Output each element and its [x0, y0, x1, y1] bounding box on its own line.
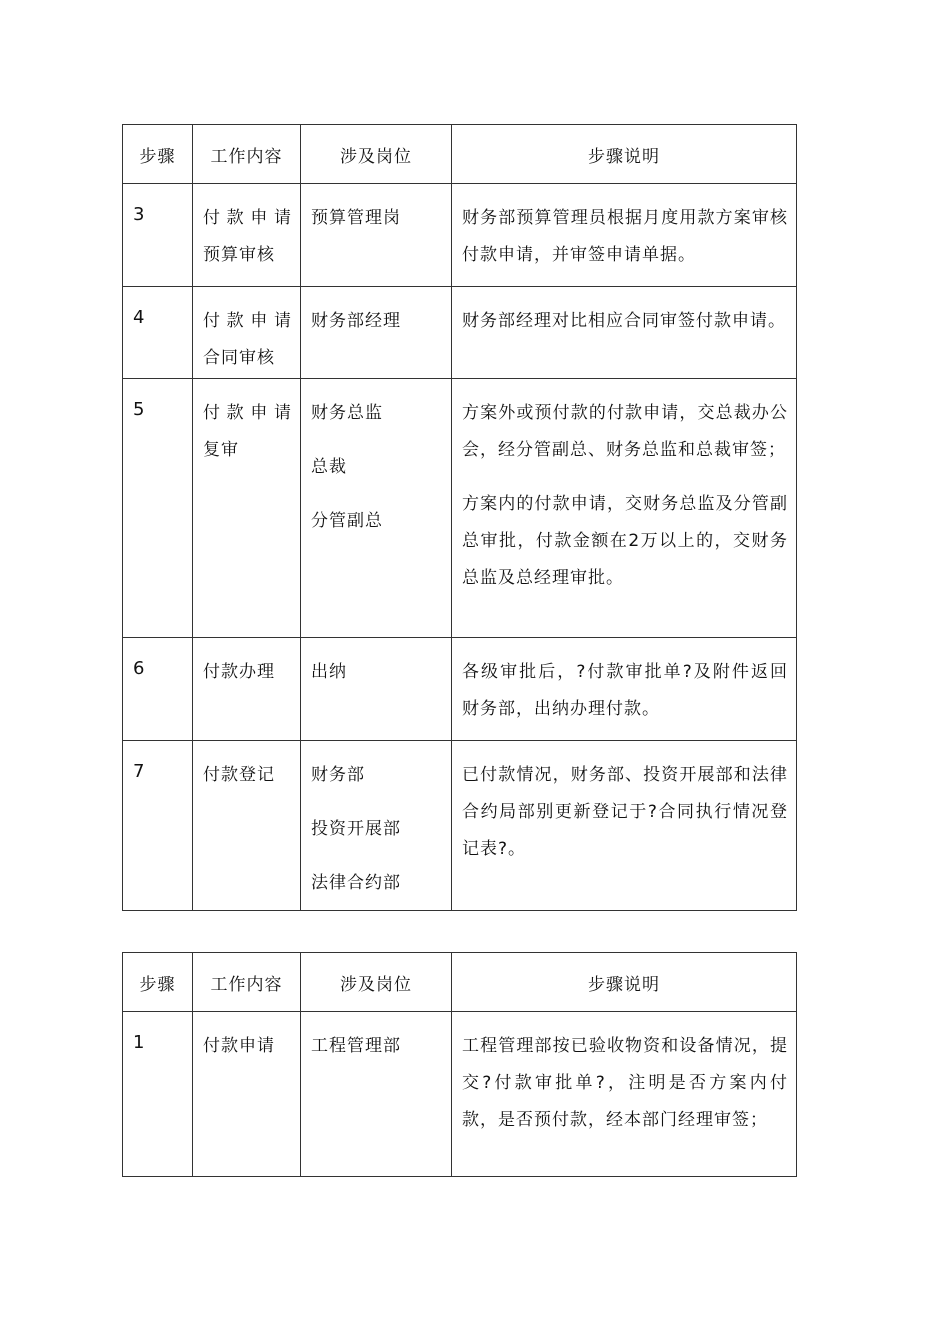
description-paragraph: 财务部经理对比相应合同审签付款申请。 — [462, 311, 786, 331]
step-description — [452, 184, 797, 287]
work-content-line: 付款办理 — [203, 662, 275, 682]
table-row — [123, 638, 797, 741]
step-description — [452, 379, 797, 638]
position-item: 总裁 — [311, 457, 347, 477]
positions — [301, 1012, 452, 1177]
header-step: 步骤 — [123, 125, 193, 184]
step-description — [452, 287, 797, 379]
step-number: 7 — [123, 741, 193, 911]
position-item: 投资开展部 — [311, 819, 401, 839]
position-item: 财务部经理 — [311, 311, 401, 331]
position-item: 预算管理岗 — [311, 208, 401, 228]
table-row — [123, 184, 797, 287]
position-item: 出纳 — [311, 662, 347, 682]
step-description — [452, 1012, 797, 1177]
work-content — [193, 638, 301, 741]
work-content — [193, 287, 301, 379]
header-step-description: 步骤说明 — [452, 953, 797, 1012]
table-row — [123, 287, 797, 379]
work-content-line: 付款登记 — [203, 765, 275, 785]
work-content-line: 合同审核 — [203, 348, 275, 368]
step-description — [452, 638, 797, 741]
work-content-line: 付款申请 — [203, 311, 292, 331]
position-item: 分管副总 — [311, 511, 383, 531]
table-header-row — [123, 125, 797, 184]
header-step-description: 步骤说明 — [452, 125, 797, 184]
description-paragraph: 工程管理部按已验收物资和设备情况，提交?付款审批单?，注明是否方案内付款，是否预付款，经本部门经理审签； — [462, 1036, 788, 1130]
description-paragraph: 已付款情况，财务部、投资开展部和法律合约局部别更新登记于?合同执行情况登记表?。 — [462, 765, 788, 859]
description-paragraph: 财务部预算管理员根据月度用款方案审核付款申请，并审签申请单据。 — [462, 208, 788, 265]
payment-process-table-1 — [122, 124, 797, 911]
table-row — [123, 1012, 797, 1177]
step-number: 3 — [123, 184, 193, 287]
positions — [301, 184, 452, 287]
work-content-line: 复审 — [203, 440, 239, 460]
positions — [301, 287, 452, 379]
position-item: 工程管理部 — [311, 1036, 401, 1056]
position-item: 法律合约部 — [311, 873, 401, 893]
work-content — [193, 184, 301, 287]
work-content — [193, 1012, 301, 1177]
payment-process-table-2 — [122, 952, 797, 1177]
position-item: 财务总监 — [311, 403, 383, 423]
table-header-row — [123, 953, 797, 1012]
work-content-line: 付款申请 — [203, 1036, 275, 1056]
step-number: 5 — [123, 379, 193, 638]
work-content-line: 预算审核 — [203, 245, 275, 265]
work-content-line: 付款申请 — [203, 208, 292, 228]
positions — [301, 638, 452, 741]
step-number: 1 — [123, 1012, 193, 1177]
table-row — [123, 379, 797, 638]
positions — [301, 379, 452, 638]
work-content — [193, 741, 301, 911]
header-work-content: 工作内容 — [193, 953, 301, 1012]
step-number: 6 — [123, 638, 193, 741]
work-content-line: 付款申请 — [203, 403, 292, 423]
header-step: 步骤 — [123, 953, 193, 1012]
header-positions: 涉及岗位 — [301, 953, 452, 1012]
positions — [301, 741, 452, 911]
description-paragraph: 各级审批后，?付款审批单?及附件返回财务部，出纳办理付款。 — [462, 662, 788, 719]
description-paragraph: 方案外或预付款的付款申请，交总裁办公会，经分管副总、财务总监和总裁审签； — [462, 403, 788, 460]
position-item: 财务部 — [311, 765, 365, 785]
work-content — [193, 379, 301, 638]
description-paragraph: 方案内的付款申请，交财务总监及分管副总审批，付款金额在2万以上的，交财务总监及总经理审批。 — [462, 494, 788, 588]
step-description — [452, 741, 797, 911]
header-positions: 涉及岗位 — [301, 125, 452, 184]
header-work-content: 工作内容 — [193, 125, 301, 184]
table-row — [123, 741, 797, 911]
step-number: 4 — [123, 287, 193, 379]
